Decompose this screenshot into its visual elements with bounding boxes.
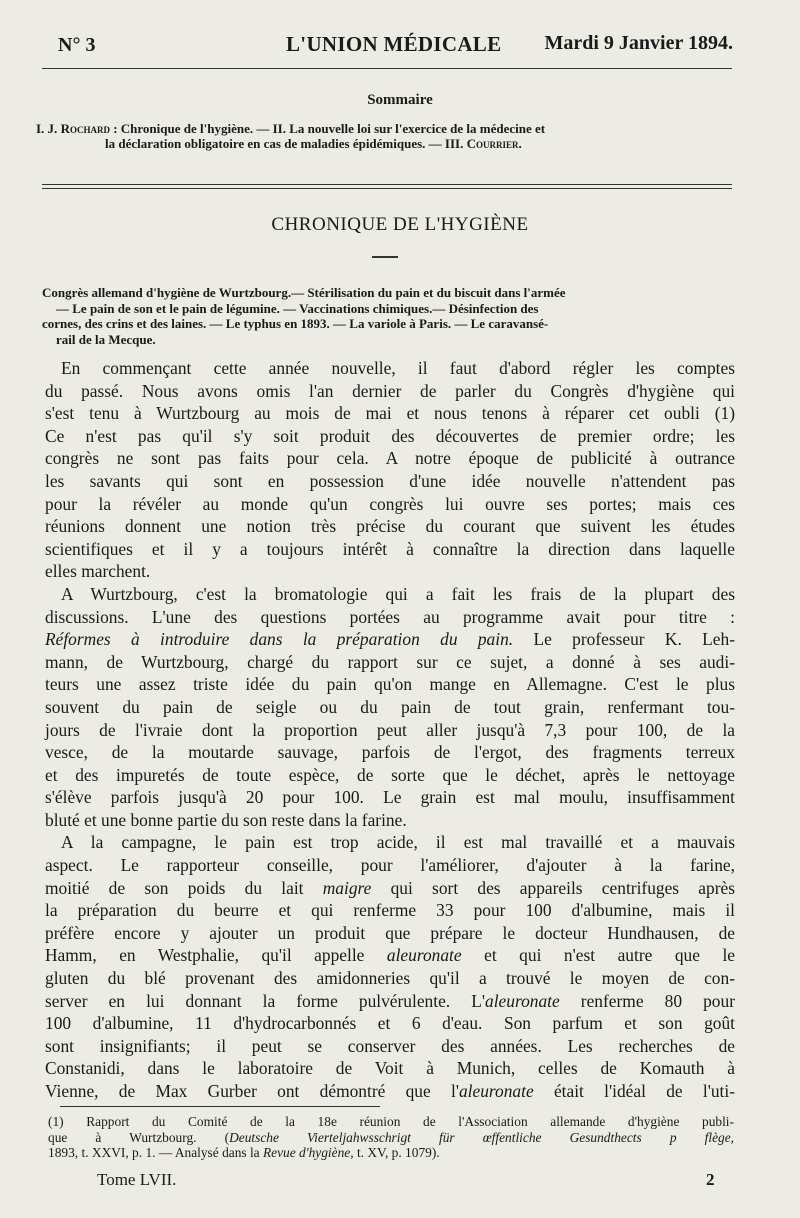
- italic-title: Réformes à introduire dans la préparation du pain.: [45, 629, 514, 650]
- body-line: pour la révéler au monde qu'un congrès lui ouvre ses portes; mais ces: [45, 493, 735, 514]
- signature-mark: 2: [706, 1170, 715, 1189]
- body-line: 100 d'albumine, 11 d'hydrocarbonnés et 6 d'eau. Son parfum et son goût: [45, 1013, 735, 1034]
- footnote-fragment: t. XV, p. 1079).: [353, 1145, 440, 1160]
- body-line: Constanidi, dans le laboratoire de Voit à Munich, celles de Komauth à: [45, 1058, 735, 1079]
- summary-line: rail de la Mecque.: [56, 331, 156, 347]
- body-line: du passé. Nous avons omis l'an dernier de parler du Congrès d'hygiène qui: [45, 380, 735, 401]
- body-line: scientifiques et il y a toujours intérêt à connaître la direction dans laquelle: [45, 538, 735, 559]
- body-line: [45, 1080, 735, 1103]
- section-double-rule: [42, 184, 732, 189]
- sommaire-contents: [36, 121, 736, 151]
- body-line: teurs une assez triste idée du pain qu'on mange en Allemagne. C'est le plus: [45, 674, 735, 695]
- body-fragment: moitié de son poids du lait: [45, 877, 323, 898]
- body-line: la préparation du beurre et qui renferme 33 pour 100 d'albumine, mais il: [45, 900, 735, 921]
- sommaire-line2-b: .: [518, 136, 522, 151]
- sommaire-line1-b: : Chronique de l'hygiène. — II. La nouvelle loi sur l'exercice de la médecine et: [109, 121, 546, 136]
- footnote-line: [48, 1145, 734, 1161]
- body-line: En commençant cette année nouvelle, il faut d'abord régler les comptes: [61, 358, 735, 378]
- issue-date: Mardi 9 Janvier 1894.: [544, 32, 733, 54]
- body-fragment: Le professeur K. Leh-: [513, 629, 735, 650]
- body-line: mann, de Wurtzbourg, chargé du rapport sur ce sujet, a donné à ses audi-: [45, 651, 735, 672]
- body-line: et des impuretés de toute espèce, de sorte que le déchet, après le nettoyage: [45, 764, 735, 785]
- body-line: s'est tenu à Wurtzbourg au mois de mai et nous tenons à réparer cet oubli (1): [45, 403, 735, 424]
- footnote-fragment: 1893, t. XXVI, p. 1. — Analysé dans la: [48, 1145, 263, 1160]
- body-line: s'élève parfois jusqu'à 20 pour 100. Le grain est mal moulu, insuffisamment: [45, 787, 735, 808]
- body-line: bluté et une bonne partie du son reste dans la farine.: [45, 809, 407, 830]
- body-fragment: Hamm, en Westphalie, qu'il appelle: [45, 945, 387, 966]
- page-header: [58, 30, 733, 64]
- body-line: réunions donnent une notion très précise du courant que suivent les études: [45, 516, 735, 537]
- sommaire-courrier: Courrier: [466, 136, 519, 151]
- body-line: [45, 944, 735, 967]
- body-fragment: server en lui donnant la forme pulvérulente. L': [45, 990, 485, 1011]
- footnote-line: (1) Rapport du Comité de la 18e réunion de l'Association allemande d'hygiène publi-: [48, 1114, 734, 1129]
- italic-term: maigre: [322, 877, 372, 898]
- italic-term: aleuronate: [386, 945, 462, 966]
- body-line: A Wurtzbourg, c'est la bromatologie qui a fait les frais de la plupart des: [61, 583, 735, 604]
- chronique-title: CHRONIQUE DE L'HYGIÈNE: [271, 214, 529, 235]
- body-line: sont insignifiants; il peut se conserver des années. Les recherches de: [45, 1035, 735, 1056]
- body-line: vesce, de la moutarde sauvage, parfois de l'ergot, des fragments terreux: [45, 742, 735, 763]
- header-rule: [42, 68, 732, 69]
- italic-term: aleuronate: [458, 1081, 534, 1101]
- summary-line: Congrès allemand d'hygiène de Wurtzbourg.— Stérilisation du pain et du biscuit dans l'armée: [42, 285, 566, 300]
- article-summary: [42, 285, 732, 347]
- footnote-fragment: que à Wurtzbourg. (: [48, 1129, 230, 1145]
- summary-line: cornes, des crins et des laines. — Le typhus en 1893. — La variole à Paris. — Le caravansé-: [42, 316, 549, 331]
- journal-title: L'UNION MÉDICALE: [286, 32, 502, 56]
- body-line: A la campagne, le pain est trop acide, il est mal travaillé et a mauvais: [61, 832, 735, 853]
- summary-line: — Le pain de son et le pain de légumine. — Vaccinations chimiques.— Désinfection des: [56, 300, 539, 316]
- body-line: les savants qui sont en possession d'une idée nouvelle n'attendent pas: [45, 470, 735, 491]
- body-line: congrès ne sont pas faits pour cela. A notre époque de publicité à outrance: [45, 448, 735, 469]
- body-line: préfère encore y ajouter un produit que prépare le docteur Hundhausen, de: [45, 922, 735, 943]
- sommaire-line2-a: la déclaration obligatoire en cas de maladies épidémiques. — III.: [105, 136, 467, 151]
- body-line: jours de l'ivraie dont la proportion peut aller jusqu'à 7,3 pour 100, de la: [45, 719, 735, 740]
- body-line: [45, 990, 735, 1013]
- body-line: discussions. L'une des questions portées au programme avait pour titre :: [45, 606, 735, 627]
- footnote-italic: Revue d'hygiène,: [262, 1145, 354, 1160]
- sommaire-author-rochard: Rochard: [60, 121, 110, 136]
- issue-number: N° 3: [58, 34, 96, 56]
- footnote-italic: Deutsche Vierteljahwsschrigt für œffentliche Gesundthects p flège,: [229, 1129, 734, 1145]
- footnote-line: [48, 1130, 734, 1146]
- body-fragment: qui sort des appareils centrifuges après: [371, 877, 735, 898]
- body-line: elles marchent.: [45, 561, 151, 582]
- body-line: [45, 628, 735, 651]
- body-line: gluten du blé provenant des amidonneries qu'il a trouvé le moyen de con-: [45, 968, 735, 989]
- body-fragment: et qui n'est autre que le: [461, 945, 736, 966]
- footnote-rule: [60, 1106, 380, 1107]
- body-line: aspect. Le rapporteur conseille, pour l'améliorer, d'ajouter à la farine,: [45, 855, 735, 876]
- footnote: [48, 1114, 734, 1161]
- body-line: Ce n'est pas qu'il s'y soit produit des découvertes de premier ordre; les: [45, 425, 735, 446]
- sommaire-title: Sommaire: [367, 92, 433, 108]
- italic-term: aleuronate: [485, 990, 560, 1011]
- body-line: souvent du pain de seigle ou du pain de tout grain, renfermant tou-: [45, 696, 735, 717]
- body-line: [45, 877, 735, 900]
- body-fragment: Vienne, de Max Gurber ont démontré que l': [45, 1081, 459, 1101]
- sommaire-line1-a: I. J.: [36, 121, 61, 136]
- sommaire-line2: [36, 136, 736, 151]
- title-dash: [372, 256, 398, 258]
- body-fragment: renferme 80 pour: [559, 990, 735, 1011]
- tome-label: Tome LVII.: [97, 1170, 177, 1189]
- body-fragment: était l'idéal de l'uti-: [533, 1081, 735, 1101]
- article-body: [45, 357, 735, 1103]
